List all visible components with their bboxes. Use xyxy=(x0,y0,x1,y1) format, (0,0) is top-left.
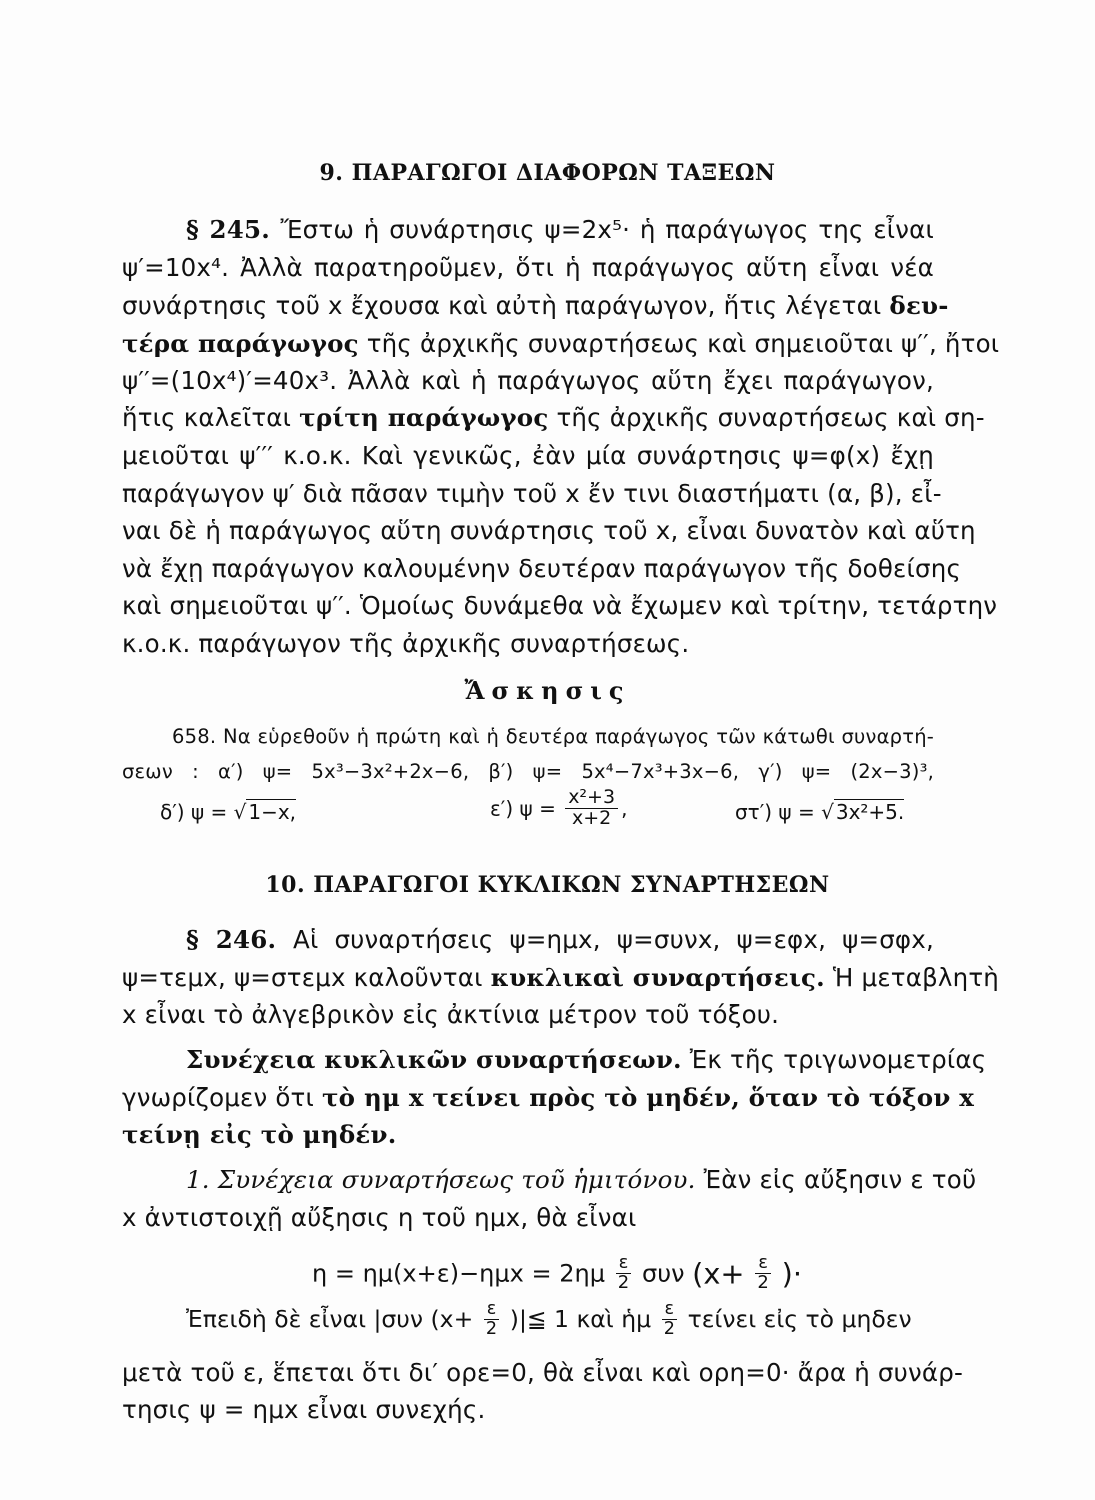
exercise-d: δ′) ψ = √ 1−x, xyxy=(160,800,297,824)
text-line xyxy=(122,362,934,400)
formula-paren-close: )· xyxy=(781,1256,802,1291)
text-run: νὰ ἔχῃ παράγωγον καλουμένην δευτέραν παράγωγον τῆς δοθείσης xyxy=(122,554,962,583)
text-run: καὶ σημειοῦται ψ′′. Ὁμοίως δυνάμεθα νὰ ἔχωμεν καὶ τρίτην, τετάρτην xyxy=(122,591,998,620)
exercise-e xyxy=(490,788,627,829)
text-line xyxy=(122,399,985,437)
text-run: Ἐὰν εἰς αὔξησιν ε τοῦ xyxy=(695,1165,977,1194)
exercise-st-label: στ′) ψ = xyxy=(735,800,815,824)
text-line xyxy=(186,1041,987,1079)
exercise-658-line1: 658. Να εὑρεθοῦν ἡ πρώτη καὶ ἡ δευτέρα παράγωγος τῶν κάτωθι συναρτή- xyxy=(172,725,934,748)
fraction-denominator: 2 xyxy=(617,1271,630,1293)
text-run: συνάρτησις τοῦ x ἔχουσα καὶ αὐτὴ παράγωγον, ἥτις λέγεται xyxy=(122,291,890,320)
formula-lhs: η = ημ(x+ε)−ημx = 2ημ xyxy=(312,1259,605,1288)
fraction-eps-2 xyxy=(662,1300,678,1338)
since-line xyxy=(186,1300,912,1338)
text-line xyxy=(122,512,976,550)
text-line xyxy=(122,1116,934,1154)
text-run: x ἀντιστοιχῇ αὔξησις η τοῦ ημx, θὰ εἶναι xyxy=(122,1203,637,1232)
text-run: τησις ψ = ημx εἶναι συνεχής. xyxy=(122,1395,486,1424)
italic-subheading: 1. Συνέχεια συναρτήσεως τοῦ ἡμιτόνου. xyxy=(186,1165,696,1194)
text-line xyxy=(122,1354,964,1392)
text-run: μετὰ τοῦ ε, ἕπεται ὅτι δι′ ορε=0, θὰ εἶναι καὶ ορη=0· ἄρα ἡ συνάρ- xyxy=(122,1358,964,1387)
bold-term: § 245. xyxy=(186,215,281,244)
bold-term: δευ- xyxy=(889,291,949,320)
text-line xyxy=(122,587,998,625)
since-text-c: τείνει εἰς τὸ μηδεν xyxy=(687,1305,912,1333)
comma: , xyxy=(621,796,628,821)
text-line xyxy=(122,437,934,475)
bold-term: Συνέχεια κυκλικῶν συναρτήσεων. xyxy=(186,1045,682,1074)
fraction-denominator: 2 xyxy=(663,1318,675,1339)
text-line xyxy=(122,625,934,663)
text-run: τῆς ἀρχικῆς συναρτήσεως καὶ σημειοῦται ψ′′, ἤτοι xyxy=(358,329,1000,358)
exercise-658-line2: σεων : α′) ψ= 5x³−3x²+2x−6, β′) ψ= 5x⁴−7x³+3x−6, γ′) ψ= (2x−3)³, xyxy=(122,760,934,783)
exercise-d-radicand: 1−x, xyxy=(248,800,297,824)
text-run: ψ=τεμx, ψ=στεμx καλοῦνται xyxy=(122,963,491,992)
chapter-heading-10: 10. ΠΑΡΑΓΩΓΟΙ ΚΥΚΛΙΚΩΝ ΣΥΝΑΡΤΗΣΕΩΝ xyxy=(265,872,830,898)
text-line xyxy=(122,249,934,287)
text-run: παράγωγον ψ′ διὰ πᾶσαν τιμὴν τοῦ x ἔν τινι διαστήματι (α, β), εἶ- xyxy=(122,479,942,508)
fraction-denominator: 2 xyxy=(757,1271,769,1293)
text-run: ψ′=10x⁴. Ἀλλὰ παρατηροῦμεν, ὅτι ἡ παράγωγος αὕτη εἶναι νέα xyxy=(122,253,934,282)
text-line xyxy=(122,996,934,1034)
bold-term: τείνῃ εἰς τὸ μηδέν. xyxy=(122,1120,397,1149)
text-line xyxy=(186,921,934,959)
text-line xyxy=(122,550,962,588)
fraction-denominator: x+2 xyxy=(571,806,612,829)
text-run: Ἡ μεταβλητὴ xyxy=(824,963,1000,992)
bold-term: τέρα παράγωγος xyxy=(122,329,359,358)
text-line xyxy=(122,1079,975,1117)
bold-term: § 246. xyxy=(186,925,293,954)
exercise-st: στ′) ψ = √ 3x²+5. xyxy=(735,800,905,824)
since-text-a: Ἐπειδὴ δὲ εἶναι |συν (x+ xyxy=(186,1305,474,1333)
text-run: κ.ο.κ. παράγωγον τῆς ἀρχικῆς συναρτήσεως. xyxy=(122,629,690,658)
chapter-heading-9: 9. ΠΑΡΑΓΩΓΟΙ ΔΙΑΦΟΡΩΝ ΤΑΞΕΩΝ xyxy=(319,160,776,186)
text-run: τῆς ἀρχικῆς συναρτήσεως καὶ ση- xyxy=(548,403,985,432)
bold-term: κυκλικαὶ συναρτήσεις. xyxy=(490,963,825,992)
fraction-numerator: ε xyxy=(755,1254,771,1274)
text-line xyxy=(122,1199,934,1237)
fraction-numerator: ε xyxy=(662,1300,678,1320)
formula-eta xyxy=(312,1254,802,1293)
fraction-denominator: 2 xyxy=(485,1318,498,1339)
text-run: ναι δὲ ἡ παράγωγος αὕτη συνάρτησις τοῦ x, εἶναι δυνατὸν καὶ αὕτη xyxy=(122,516,976,545)
text-run: ἥτις καλεῖται xyxy=(122,403,300,432)
exercise-e-label: ε′) ψ = xyxy=(490,796,556,821)
text-run: x εἶναι τὸ ἀλγεβρικὸν εἰς ἀκτίνια μέτρον τοῦ τόξου. xyxy=(122,1000,780,1029)
fraction-numerator: x²+3 xyxy=(565,788,618,809)
fraction-eps-2 xyxy=(616,1254,632,1293)
text-line xyxy=(122,325,1000,363)
formula-cos: συν xyxy=(642,1259,685,1288)
text-run: γνωρίζομεν ὅτι xyxy=(122,1083,322,1112)
text-run: Ἐκ τῆς τριγωνομετρίας xyxy=(681,1045,987,1074)
since-text-b: )|≦ 1 καὶ ἡμ xyxy=(509,1305,652,1333)
exercise-heading: Ἄσκησις xyxy=(464,676,631,705)
text-line xyxy=(186,1161,977,1199)
text-run: Αἱ συναρτήσεις ψ=ημx, ψ=συνx, ψ=εφx, ψ=σφx, xyxy=(292,925,934,954)
fraction-eps-2 xyxy=(484,1300,500,1338)
text-run: Ἔστω ἡ συνάρτησις ψ=2x⁵· ἡ παράγωγος της εἶναι xyxy=(280,215,934,244)
exercise-d-label: δ′) ψ = xyxy=(160,800,228,824)
fraction-numerator: ε xyxy=(616,1254,632,1274)
text-line xyxy=(122,959,1000,997)
text-run: μειοῦται ψ′′′ κ.ο.κ. Καὶ γενικῶς, ἐὰν μία συνάρτησις ψ=φ(x) ἔχῃ xyxy=(122,441,934,470)
exercise-e-fraction xyxy=(565,788,618,829)
exercise-st-radicand: 3x²+5. xyxy=(835,800,905,824)
bold-term: τρίτη παράγωγος xyxy=(299,403,549,432)
text-run: ψ′′=(10x⁴)′=40x³. Ἀλλὰ καὶ ἡ παράγωγος αὕτη ἔχει παράγωγον, xyxy=(122,366,934,395)
bold-term: τὸ ημ x τείνει πρὸς τὸ μηδέν, ὅταν τὸ τόξον x xyxy=(321,1083,975,1112)
formula-paren-open: (x+ xyxy=(692,1256,745,1291)
text-line xyxy=(122,475,942,513)
text-line xyxy=(186,211,934,249)
text-line xyxy=(122,287,949,325)
text-line xyxy=(122,1391,934,1429)
fraction-numerator: ε xyxy=(484,1300,500,1320)
fraction-eps-2 xyxy=(755,1254,771,1293)
